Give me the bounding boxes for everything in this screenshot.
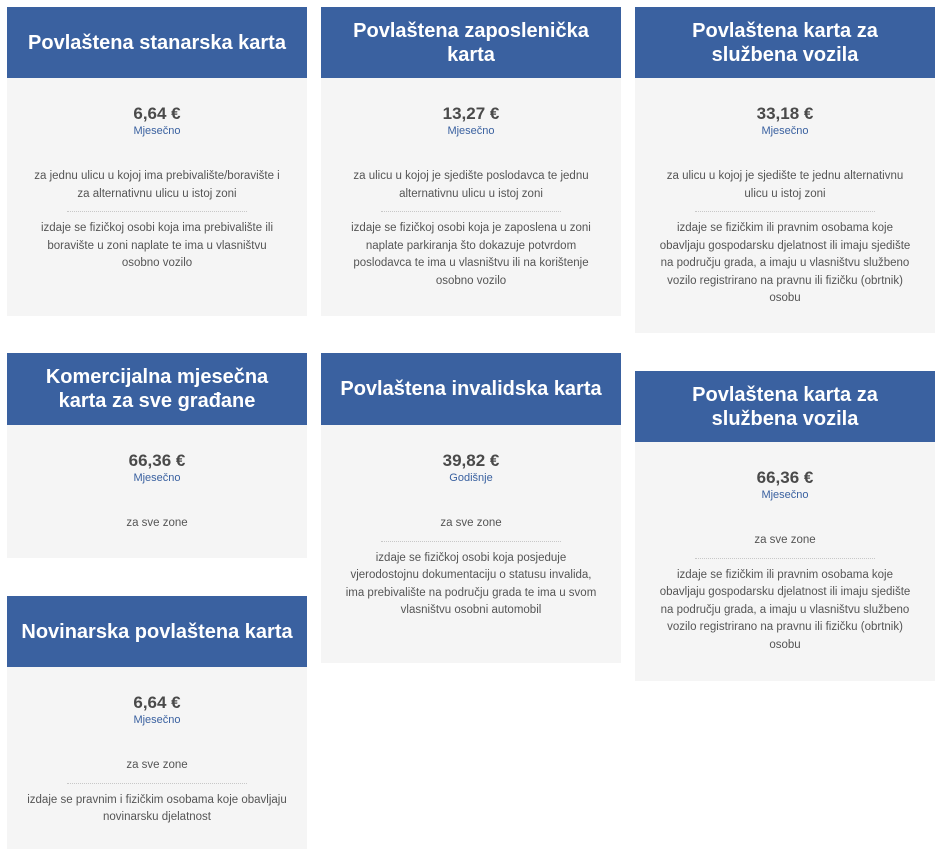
card-body (321, 425, 621, 632)
ticket-card-invalidska (321, 353, 621, 663)
card-title: Povlaštena invalidska karta (321, 353, 621, 425)
price: 39,82 € (442, 451, 500, 470)
price: 13,27 € (442, 104, 500, 123)
ticket-card-zaposlenicka (321, 7, 621, 316)
scope-text: za ulicu u kojoj je sjedište poslodavca te jednu alternativnu ulicu u istoj zoni (353, 170, 589, 200)
scope-text: za ulicu u kojoj je sjedište te jednu alternativnu ulicu u istoj zoni (666, 170, 904, 200)
price: 6,64 € (133, 693, 181, 712)
card-title: Povlaštena karta za službena vozila (635, 371, 935, 442)
card-body (635, 442, 935, 666)
ticket-card-komercijalna (7, 353, 307, 558)
ticket-card-sluzbena-vozila-sve-zone (635, 371, 935, 681)
divider (381, 541, 561, 542)
condition-text: izdaje se pravnim i fizičkim osobama koje obavljaju novinarsku djelatnost (27, 793, 287, 823)
billing-period: Mjesečno (447, 125, 495, 137)
condition-text: izdaje se fizičkoj osobi koja ima prebivalište ili boravište u zoni naplate te ima u vlasništvu osobno vozilo (40, 222, 274, 269)
divider (67, 211, 247, 212)
card-title: Povlaštena karta za službena vozila (635, 7, 935, 78)
divider (381, 211, 561, 212)
billing-period: Mjesečno (133, 125, 181, 137)
scope-text: za sve zone (754, 534, 816, 546)
card-title: Novinarska povlaštena karta (7, 596, 307, 667)
billing-period: Mjesečno (761, 489, 809, 501)
card-title: Povlaštena zaposlenička karta (321, 7, 621, 78)
card-body (7, 425, 307, 545)
card-body (7, 78, 307, 285)
price: 66,36 € (128, 451, 186, 470)
price: 66,36 € (756, 468, 814, 487)
condition-text: izdaje se fizičkoj osobi koja je zaposlena u zoni naplate parkiranja što dokazuje potvrdom poslodavca te ima u vlasništvu ili na korištenje osobno vozilo (351, 222, 591, 287)
scope-text: za jednu ulicu u kojoj ima prebivalište/boravište i za alternativnu ulicu u istoj zoni (34, 170, 280, 200)
condition-text: izdaje se fizičkim ili pravnim osobama koje obavljaju gospodarsku djelatnost ili imaju sjedište na području grada, a imaju u vlasništvu službeno vozilo registrirano na pravnu ili fizičku (obrtnik) osobu (659, 222, 911, 304)
ticket-card-novinarska (7, 596, 307, 849)
billing-period: Godišnje (449, 472, 493, 484)
card-title: Komercijalna mjesečna karta za sve građane (7, 353, 307, 425)
divider (695, 211, 875, 212)
divider (67, 783, 247, 784)
condition-text: izdaje se fizičkim ili pravnim osobama koje obavljaju gospodarsku djelatnost ili imaju sjedište na području grada, a imaju u vlasništvu službeno vozilo registrirano na pravnu ili fizičku (obrtnik) osobu (659, 568, 911, 651)
card-title: Povlaštena stanarska karta (7, 7, 307, 78)
ticket-card-stanarska (7, 7, 307, 316)
condition-text: izdaje se fizičkoj osobi koja posjeduje vjerodostojnu dokumentaciju o statusu invalida, ima prebivalište na području grada te ima u svom vlasništvu osobni automobil (345, 551, 597, 616)
billing-period: Mjesečno (761, 125, 809, 137)
card-body (635, 78, 935, 320)
scope-text: za sve zone (126, 517, 188, 529)
ticket-card-sluzbena-vozila (635, 7, 935, 333)
card-body (7, 667, 307, 839)
billing-period: Mjesečno (133, 714, 181, 726)
scope-text: za sve zone (440, 517, 502, 529)
scope-text: za sve zone (126, 759, 188, 771)
divider (695, 558, 875, 559)
billing-period: Mjesečno (133, 472, 181, 484)
card-body (321, 78, 621, 302)
price: 6,64 € (133, 104, 181, 123)
price: 33,18 € (756, 104, 814, 123)
